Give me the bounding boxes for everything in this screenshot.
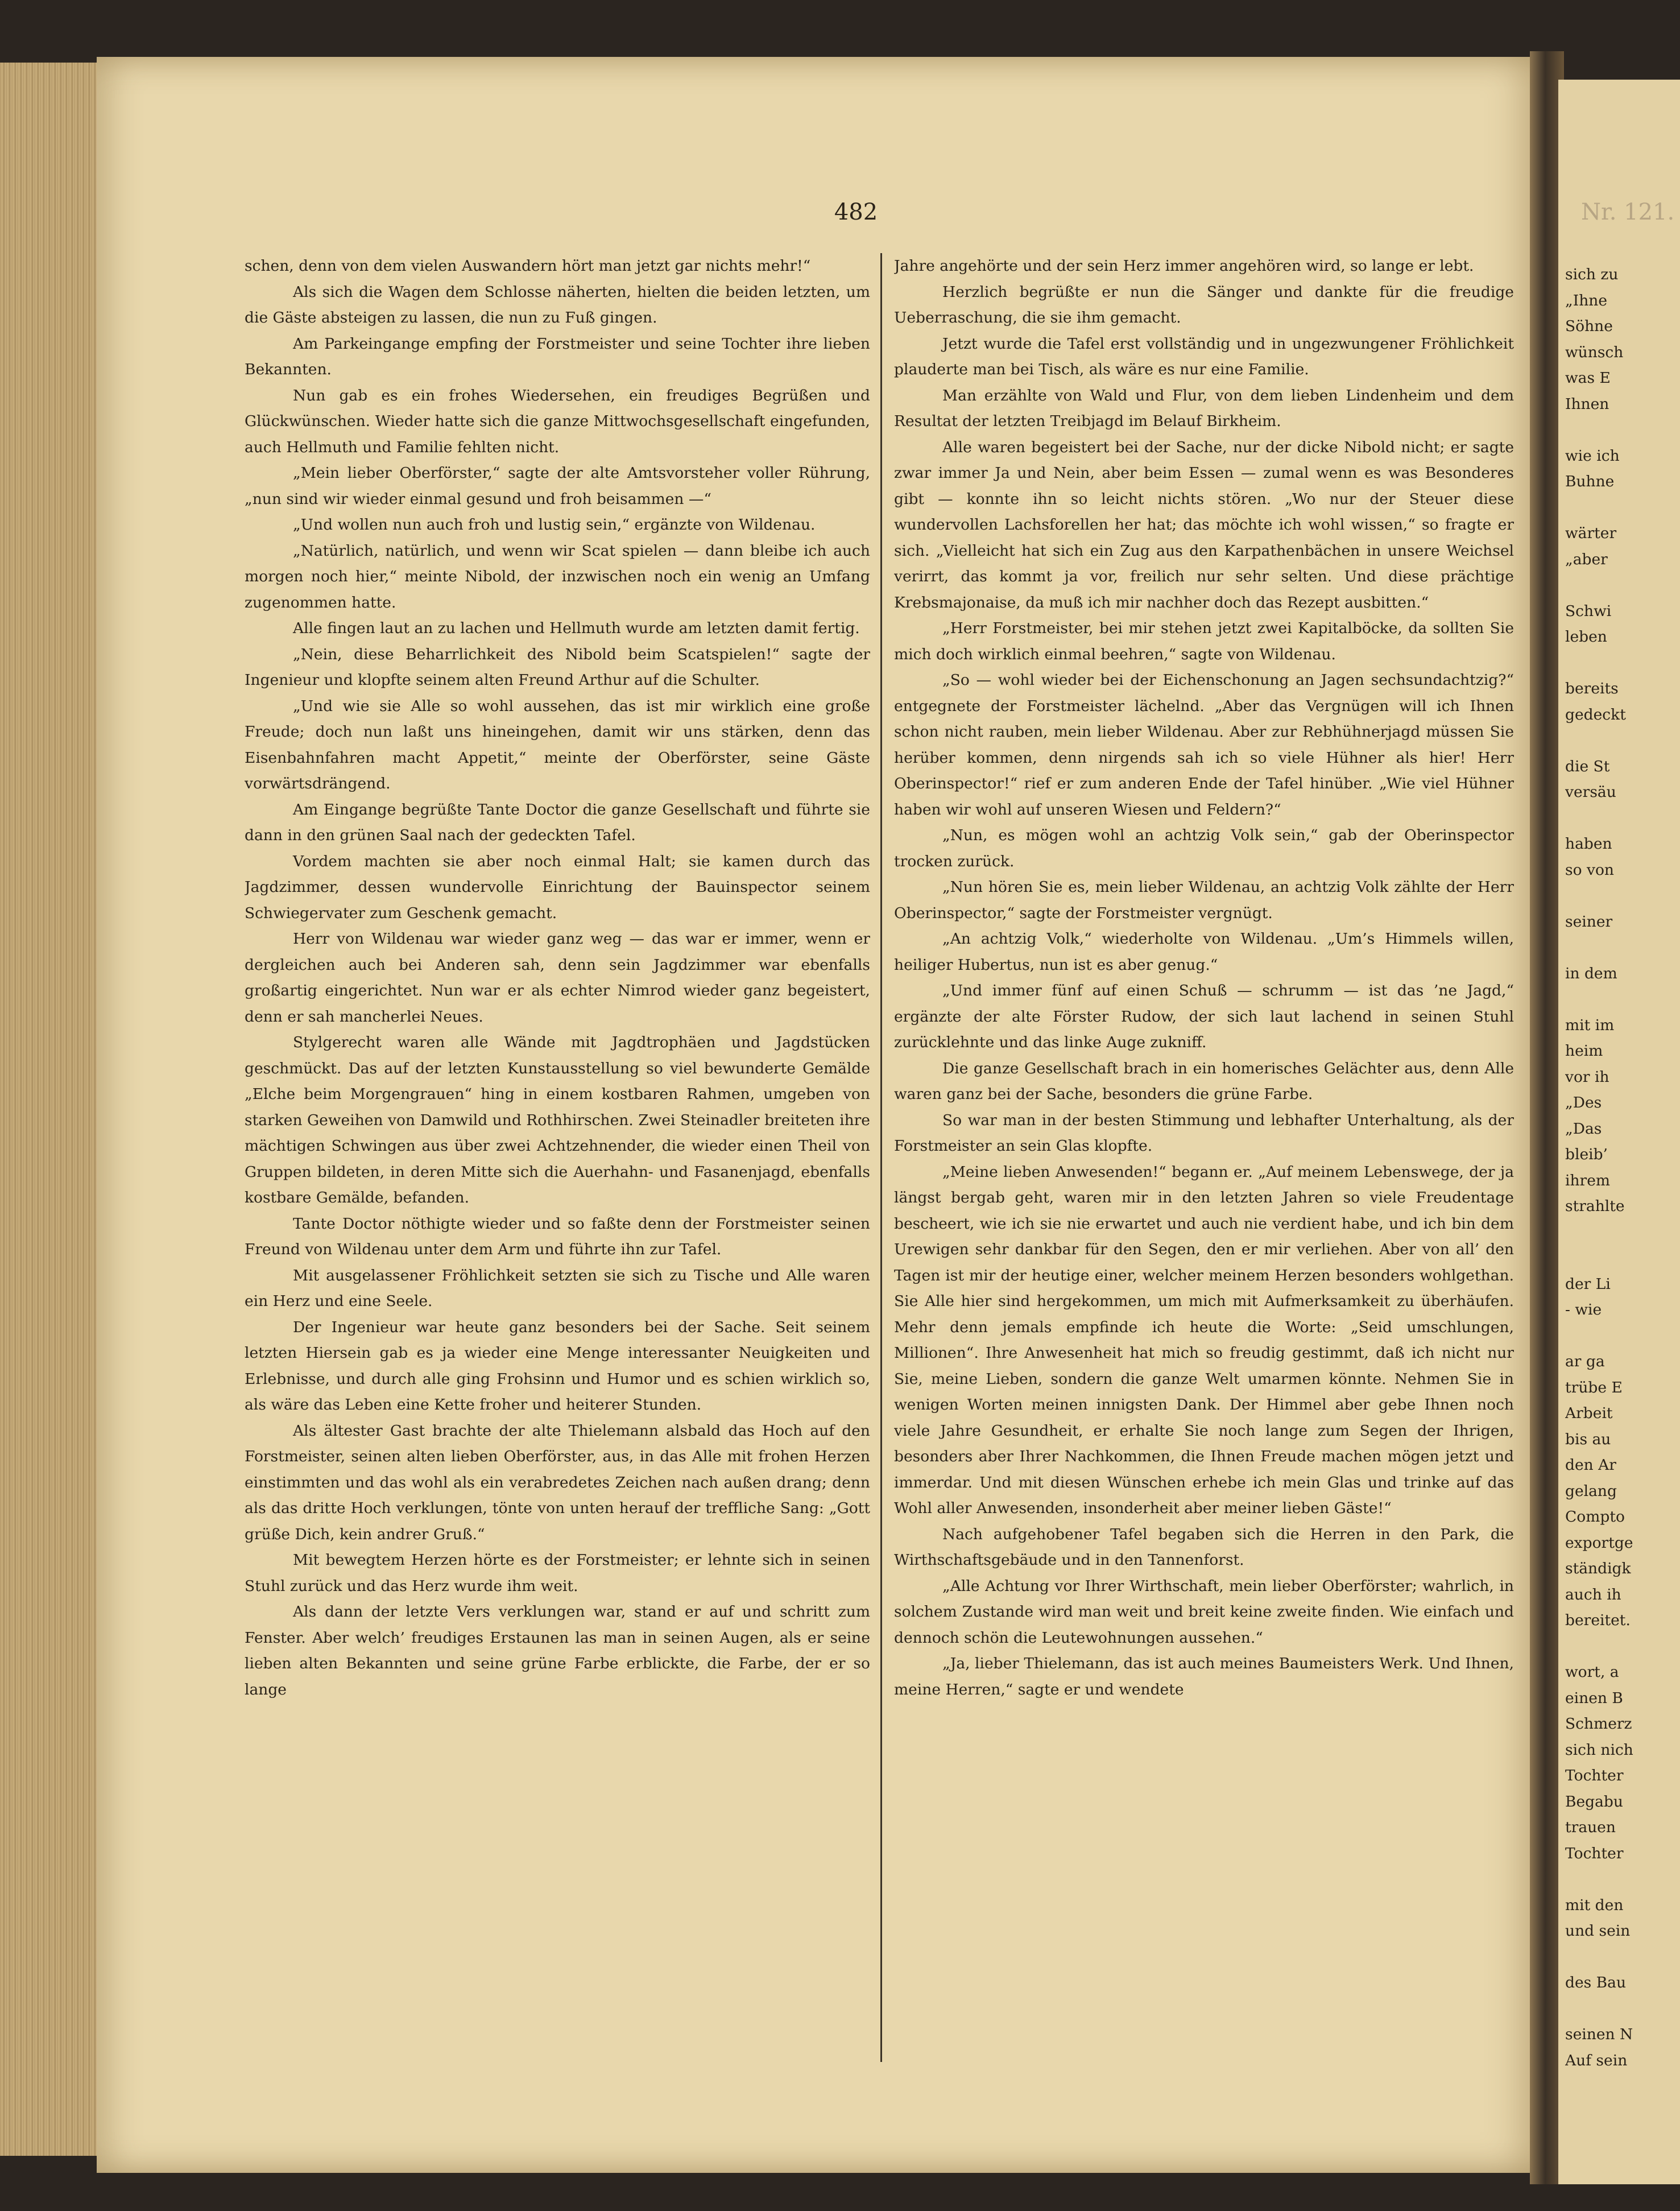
- column-divider: [880, 253, 882, 2062]
- paragraph: Als dann der letzte Vers verklungen war, stand er auf und schritt zum Fenster. Aber welch’ freudiges Erstaunen las man in seinen Augen, als er seine lieben alten Bekannten und seine grüne Farbe erblickte, die Farbe, der er so lange: [245, 1603, 870, 1698]
- fragment-line: bleib’: [1565, 1146, 1608, 1163]
- paragraph: Nun gab es ein frohes Wiedersehen, ein freudiges Begrüßen und Glückwünschen. Wieder hatte sich die ganze Mittwochsgesellschaft eingefunden, auch Hellmuth und Familie fehlten nicht.: [245, 386, 870, 456]
- paragraph: Als sich die Wagen dem Schlosse näherten, hielten die beiden letzten, um die Gäste absteigen zu lassen, die nun zu Fuß gingen.: [245, 283, 870, 327]
- fragment-line: [1565, 883, 1680, 909]
- fragment-line: ständigk: [1565, 1560, 1631, 1577]
- paragraph: „Ja, lieber Thielemann, das ist auch meines Baumeisters Werk. Und Ihnen, meine Herren,“ sagte er und wendete: [894, 1655, 1514, 1698]
- paragraph: Jahre angehörte und der sein Herz immer angehören wird, so lange er lebt.: [894, 257, 1474, 275]
- paragraph: So war man in der besten Stimmung und lebhafter Unterhaltung, als der Forstmeister an sein Glas klopfte.: [894, 1111, 1514, 1155]
- fragment-line: seiner: [1565, 912, 1613, 931]
- paragraph: „Und wollen nun auch froh und lustig sein,“ ergänzte von Wildenau.: [293, 516, 816, 534]
- paragraph: „Herr Forstmeister, bei mir stehen jetzt zwei Kapitalböcke, da sollten Sie mich doch wirklich einmal beehren,“ sagte von Wildenau.: [894, 619, 1514, 663]
- fragment-line: heim: [1565, 1042, 1603, 1060]
- paragraph: Alle waren begeistert bei der Sache, nur der dicke Nibold nicht; er sagte zwar immer Ja und Nein, aber beim Essen — zumal wenn es was Besonderes gibt — konnte ihn so leicht nichts stören. „Wo nur der Steuer diese wundervollen Lachsforellen her hat; das möchte ich wohl wissen,“ so fragte er sich. „Vielleicht hat sich ein Zug aus den Karpathenbächen in unsere Weichsel verirrt, das kommt ja vor, freilich nur sehr selten. Und diese prächtige Krebsmajonaise, da muß ich mir nachher doch das Rezept ausbitten.“: [894, 438, 1514, 611]
- paragraph: Man erzählte von Wald und Flur, von dem lieben Lindenheim und dem Resultat der letzten Treibjagd im Belauf Birkheim.: [894, 386, 1514, 430]
- paragraph: Vordem machten sie aber noch einmal Halt; sie kamen durch das Jagdzimmer, dessen wundervolle Einrichtung der Bauinspector seinem Schwiegervater zum Geschenk gemacht.: [245, 852, 870, 922]
- paragraph: „Nun hören Sie es, mein lieber Wildenau, an achtzig Volk zählte der Herr Oberinspector,“ sagte der Forstmeister vergnügt.: [894, 878, 1514, 922]
- fragment-line: wärter: [1565, 524, 1617, 542]
- fragment-line: Schwi: [1565, 602, 1612, 620]
- fragment-line: haben: [1565, 835, 1612, 853]
- fragment-line: Buhne: [1565, 473, 1615, 490]
- paragraph: schen, denn von dem vielen Auswandern hört man jetzt gar nichts mehr!“: [245, 257, 811, 275]
- fragment-line: „Das: [1565, 1119, 1602, 1138]
- fragment-line: den Ar: [1565, 1456, 1616, 1474]
- fragment-line: vor ih: [1565, 1068, 1609, 1086]
- fragment-line: Schmerz: [1565, 1715, 1632, 1733]
- paragraph: „Und wie sie Alle so wohl aussehen, das ist mir wirklich eine große Freude; doch nun laßt uns hineingehen, damit wir uns stärken, denn das Eisenbahnfahren macht Appetit,“ meinte der Oberförster, seine Gäste vorwärtsdrängend.: [245, 697, 870, 792]
- fragment-line: bereitet.: [1565, 1611, 1631, 1629]
- fragment-line: trauen: [1565, 1819, 1616, 1836]
- fragment-line: in dem: [1565, 964, 1617, 982]
- fragment-line: Tochter: [1565, 1767, 1624, 1784]
- fragment-line: „Ihne: [1565, 291, 1608, 309]
- fragment-line: bereits: [1565, 680, 1619, 697]
- fragment-line: der Li: [1565, 1275, 1611, 1293]
- fragment-line: ihrem: [1565, 1171, 1611, 1189]
- paragraph: „Und immer fünf auf einen Schuß — schrumm — ist das ’ne Jagd,“ ergänzte der alte Förster Rudow, der sich laut lachend in seinen Stuhl zurücklehnte und das linke Auge zukniff.: [894, 982, 1514, 1051]
- fragment-line: [1565, 1996, 1680, 2022]
- right-page-header: Nr. 121.: [1581, 199, 1675, 225]
- fragment-line: Söhne: [1565, 317, 1613, 335]
- fragment-line: exportge: [1565, 1534, 1633, 1552]
- fragment-line: [1565, 1245, 1680, 1271]
- fragment-line: bis au: [1565, 1430, 1611, 1448]
- fragment-line: [1565, 495, 1680, 521]
- paragraph: Herzlich begrüßte er nun die Sänger und dankte für die freudige Ueberraschung, die sie ihm gemacht.: [894, 283, 1514, 327]
- paragraph: Die ganze Gesellschaft brach in ein homerisches Gelächter aus, denn Alle waren ganz bei der Sache, besonders die grüne Farbe.: [894, 1059, 1514, 1103]
- paragraph: Der Ingenieur war heute ganz besonders bei der Sache. Seit seinem letzten Hiersein gab es ja wieder eine Menge interessanter Neuigkeiten und Erlebnisse, und durch alle ging Frohsinn und Humor und es schien wirklich so, als wäre das Leben eine Kette froher und heiterer Stunden.: [245, 1318, 870, 1414]
- fragment-line: wie ich: [1565, 447, 1620, 465]
- paragraph: Stylgerecht waren alle Wände mit Jagdtrophäen und Jagdstücken geschmückt. Das auf der letzten Kunstausstellung so viel bewunderte Gemälde „Elche beim Morgengrauen“ hing in einem kostbaren Rahmen, umgeben von starken Geweihen von Damwild und Rothhirschen. Zwei Steinadler breiteten ihre mächtigen Schwingen aus über zwei Achtzehnender, die wieder einen Theil von Gruppen bildeten, in deren Mitte sich die Auerhahn- und Fasanenjagd, ebenfalls kostbare Gemälde, befanden.: [245, 1034, 870, 1206]
- fragment-line: auch ih: [1565, 1585, 1621, 1604]
- paragraph: Mit ausgelassener Fröhlichkeit setzten sie sich zu Tische und Alle waren ein Herz und eine Seele.: [245, 1266, 870, 1310]
- text-column-right: [894, 253, 1514, 2130]
- fragment-line: seinen N: [1565, 2026, 1633, 2043]
- paragraph: „So — wohl wieder bei der Eichenschonung an Jagen sechsundachtzig?“ entgegnete der Forstmeister lächelnd. „Aber das Vergnügen will ich Ihnen schon nicht rauben, mein lieber Wildenau. Aber zur Rebhühnerjagd müssen Sie herüber kommen, denn nirgends sah ich so viele Hühner als hier! Herr Oberinspector!“ rief er zum anderen Ende der Tafel hinüber. „Wie viel Hühner haben wir wohl auf unseren Wiesen und Feldern?“: [894, 671, 1514, 819]
- fragment-line: trübe E: [1565, 1378, 1623, 1396]
- paragraph: „Nun, es mögen wohl an achtzig Volk sein,“ gab der Oberinspector trocken zurück.: [894, 826, 1514, 870]
- fragment-line: was E: [1565, 369, 1611, 387]
- right-page-fragments: [1565, 262, 1680, 2073]
- fragment-line: [1565, 1866, 1680, 1892]
- fragment-line: einen B: [1565, 1689, 1623, 1707]
- fragment-line: [1565, 935, 1680, 961]
- fragment-line: [1565, 1220, 1680, 1246]
- fragment-line: wort, a: [1565, 1663, 1619, 1681]
- fragment-line: wünsch: [1565, 343, 1624, 361]
- fragment-line: leben: [1565, 628, 1607, 646]
- paragraph: „Mein lieber Oberförster,“ sagte der alte Amtsvorsteher voller Rührung, „nun sind wir wieder einmal gesund und froh beisammen —“: [245, 464, 870, 508]
- fragment-line: die St: [1565, 757, 1610, 775]
- book-page-right: [1558, 80, 1680, 2184]
- fragment-line: mit den: [1565, 1896, 1624, 1914]
- fragment-line: Arbeit: [1565, 1404, 1613, 1422]
- fragment-line: [1565, 986, 1680, 1012]
- fragment-line: [1565, 417, 1680, 443]
- fragment-line: Begabu: [1565, 1792, 1623, 1811]
- paragraph: Jetzt wurde die Tafel erst vollständig und in ungezwungener Fröhlichkeit plauderte man bei Tisch, als wäre es nur eine Familie.: [894, 334, 1514, 378]
- fragment-line: [1565, 650, 1680, 676]
- paragraph: „An achtzig Volk,“ wiederholte von Wildenau. „Um’s Himmels willen, heiliger Hubertus, nun ist es aber genug.“: [894, 930, 1514, 974]
- paragraph: Tante Doctor nöthigte wieder und so faßte denn der Forstmeister seinen Freund von Wildenau unter dem Arm und führte ihn zur Tafel.: [245, 1214, 870, 1258]
- fragment-line: [1565, 1634, 1680, 1660]
- paragraph: Nach aufgehobener Tafel begaben sich die Herren in den Park, die Wirthschaftsgebäude und in den Tannenforst.: [894, 1525, 1514, 1569]
- fragment-line: gelang: [1565, 1482, 1617, 1500]
- fragment-line: „aber: [1565, 550, 1608, 568]
- fragment-line: [1565, 1323, 1680, 1349]
- fragment-line: mit im: [1565, 1016, 1615, 1034]
- fragment-line: [1565, 805, 1680, 832]
- fragment-line: [1565, 1944, 1680, 1970]
- paragraph: „Nein, diese Beharrlichkeit des Nibold beim Scatspielen!“ sagte der Ingenieur und klopfte seinem alten Freund Arthur auf die Schulter.: [245, 645, 870, 689]
- paragraph: „Alle Achtung vor Ihrer Wirthschaft, mein lieber Oberförster; wahrlich, in solchem Zustande wird man weit und breit keine zweite finden. Wie einfach und dennoch schön die Leutewohnungen aussehen.“: [894, 1577, 1514, 1647]
- paragraph: Alle fingen laut an zu lachen und Hellmuth wurde am letzten damit fertig.: [293, 619, 860, 637]
- paragraph: Als ältester Gast brachte der alte Thielemann alsbald das Hoch auf den Forstmeister, seinen alten lieben Oberförster, aus, in das Alle mit frohen Herzen einstimmten und das wohl als ein verabredetes Zeichen nach außen drang; denn als das dritte Hoch verklungen, tönte von unten herauf der treffliche Sang: „Gott grüße Dich, kein andrer Gruß.“: [245, 1421, 870, 1543]
- fragment-line: „Des: [1565, 1094, 1602, 1111]
- fragment-line: Tochter: [1565, 1844, 1624, 1862]
- fragment-line: versäu: [1565, 783, 1616, 801]
- fragment-line: ar ga: [1565, 1353, 1605, 1370]
- fragment-line: des Bau: [1565, 1974, 1627, 1991]
- paragraph: Am Parkeingange empfing der Forstmeister und seine Tochter ihre lieben Bekannten.: [245, 334, 870, 378]
- paragraph: Am Eingange begrüßte Tante Doctor die ganze Gesellschaft und führte sie dann in den grünen Saal nach der gedeckten Tafel.: [245, 800, 870, 844]
- fragment-line: gedeckt: [1565, 705, 1626, 724]
- fragment-line: sich zu: [1565, 266, 1619, 283]
- fragment-line: Ihnen: [1565, 395, 1609, 413]
- fragment-line: und sein: [1565, 1922, 1631, 1940]
- paragraph: Mit bewegtem Herzen hörte es der Forstmeister; er lehnte sich in seinen Stuhl zurück und das Herz wurde ihm weit.: [245, 1551, 870, 1595]
- paragraph: „Meine lieben Anwesenden!“ begann er. „Auf meinem Lebenswege, der ja längst bergab geht, waren mir in den letzten Jahren so viele Freudentage bescheert, wie ich sie nie erwartet und auch nie verdient habe, und ich bin dem Urewigen sehr dankbar für den Segen, den er mir verliehen. Aber von all’ den Tagen ist mir der heutige einer, welcher meinem Herzen besonders wohlgethan. Sie Alle hier sind hergekommen, um mich mit Aufmerksamkeit zu überhäufen. Mehr denn jemals empfinde ich heute die Worte: „Seid umschlungen, Millionen“. Ihre Anwesenheit hat mich so freudig gestimmt, daß ich nicht nur Sie, meine Lieben, sondern die ganze Welt umarmen könnte. Nehmen Sie in wenigen Worten meinen innigsten Dank. Der Himmel aber gebe Ihnen noch viele Jahre Gesundheit, er erhalte Sie noch lange zum Segen der Ihrigen, besonders aber Ihrer Nachkommen, die Ihnen Freude machen mögen jetzt und immerdar. Und mit diesen Wünschen erhebe ich mein Glas und trinke auf das Wohl aller Anwesenden, insonderheit aber meiner lieben Gäste!“: [894, 1163, 1514, 1517]
- paragraph: „Natürlich, natürlich, und wenn wir Scat spielen — dann bleibe ich auch morgen noch hier,“ meinte Nibold, der inzwischen noch ein wenig an Umfang zugenommen hatte.: [245, 542, 870, 611]
- fragment-line: Auf sein: [1565, 2051, 1628, 2069]
- text-column-left: [245, 253, 870, 2130]
- fragment-line: [1565, 728, 1680, 754]
- fragment-line: sich nich: [1565, 1741, 1633, 1759]
- fragment-line: [1565, 572, 1680, 598]
- fragment-line: so von: [1565, 861, 1614, 879]
- paragraph: Herr von Wildenau war wieder ganz weg — das war er immer, wenn er dergleichen auch bei Anderen sah, denn sein Jagdzimmer war ebenfalls großartig eingerichtet. Nun war er als echter Nimrod wieder ganz begeistert, denn er sah mancherlei Neues.: [245, 930, 870, 1026]
- fragment-line: - wie: [1565, 1301, 1602, 1319]
- page-number: 482: [834, 199, 878, 225]
- fragment-line: strahlte: [1565, 1197, 1625, 1215]
- fragment-line: Compto: [1565, 1508, 1625, 1526]
